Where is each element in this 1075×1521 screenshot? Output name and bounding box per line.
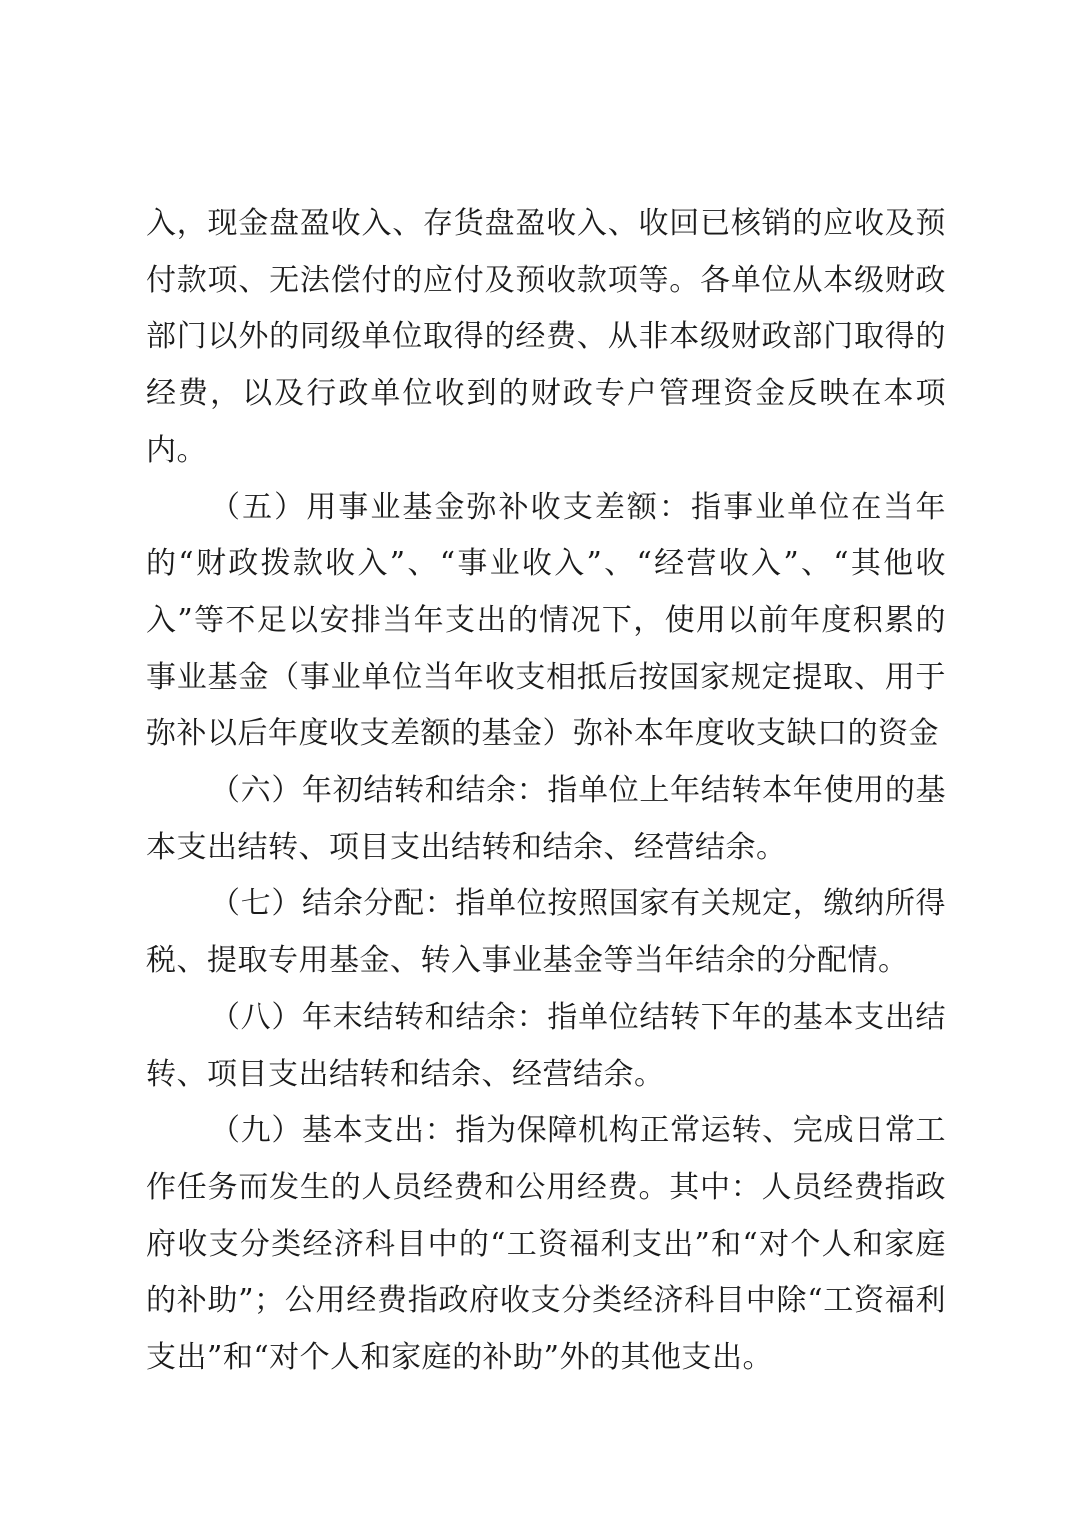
paragraph-item-8: （八）年末结转和结余：指单位结转下年的基本支出结转、项目支出结转和结余、经营结余。: [146, 999, 946, 1092]
paragraph-item-5: （五）用事业基金弥补收支差额：指事业单位在当年的“财政拨款收入”、“事业收入”、“经营收入”、“其他收入”等不足以安排当年支出的情况下，使用以前年度积累的事业基金（事业单位当年收支相抵后按国家规定提取、用于弥补以后年度收支差额的基金）弥补本年度收支缺口的资金: [146, 489, 946, 752]
document-body: [146, 196, 946, 1387]
paragraph-continuation: 入，现金盘盈收入、存货盘盈收入、收回已核销的应收及预付款项、无法偿付的应付及预收款项等。各单位从本级财政部门以外的同级单位取得的经费、从非本级财政部门取得的经费，以及行政单位收到的财政专户管理资金反映在本项内。: [146, 206, 946, 468]
paragraph-item-7: （七）结余分配：指单位按照国家有关规定，缴纳所得税、提取专用基金、转入事业基金等当年结余的分配情。: [146, 886, 946, 979]
paragraph-item-9: （九）基本支出：指为保障机构正常运转、完成日常工作任务而发生的人员经费和公用经费。其中：人员经费指政府收支分类经济科目中的“工资福利支出”和“对个人和家庭的补助”；公用经费指政府收支分类经济科目中除“工资福利支出”和“对个人和家庭的补助”外的其他支出。: [146, 1113, 946, 1376]
paragraph-item-6: （六）年初结转和结余：指单位上年结转本年使用的基本支出结转、项目支出结转和结余、经营结余。: [146, 773, 946, 865]
